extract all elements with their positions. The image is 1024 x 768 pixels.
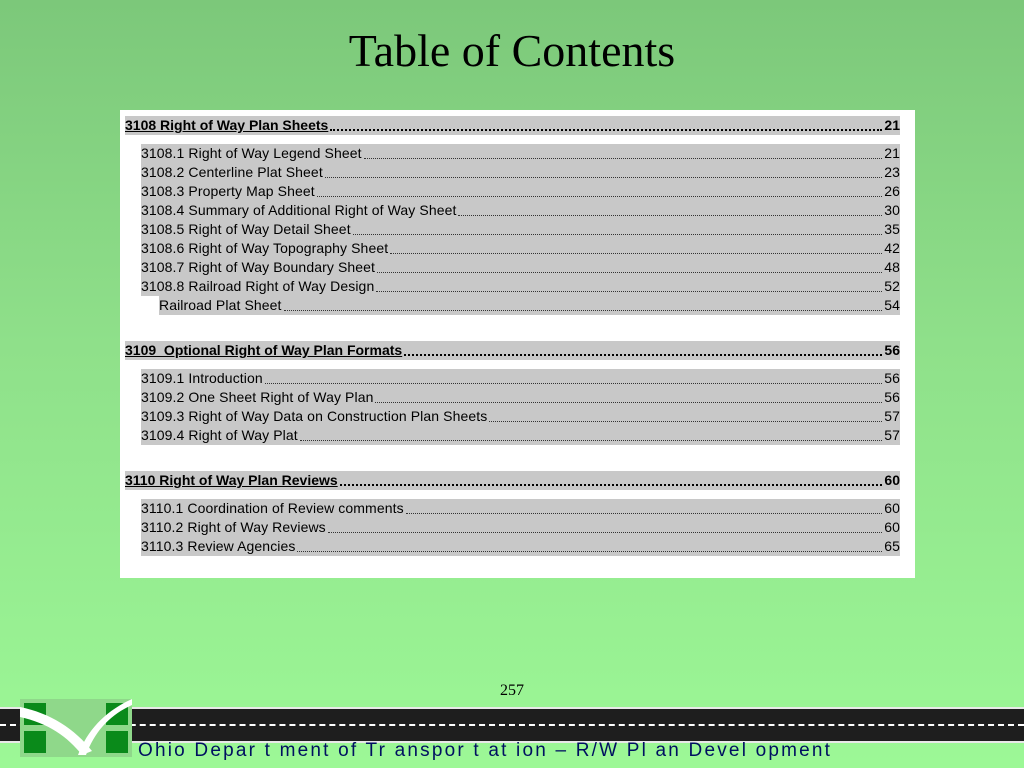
toc-item-title: 3109.3 Right of Way Data on Construction Plan Sheets xyxy=(141,408,488,424)
toc-section-3108 xyxy=(125,116,900,315)
toc-item[interactable] xyxy=(141,220,900,239)
toc-item-page: 56 xyxy=(884,389,900,405)
toc-item[interactable] xyxy=(141,369,900,388)
dot-leader xyxy=(340,479,883,486)
dot-leader xyxy=(353,229,883,235)
toc-heading[interactable] xyxy=(125,341,900,360)
toc-item-title: 3108.8 Railroad Right of Way Design xyxy=(141,278,375,294)
toc-item-title: 3109.4 Right of Way Plat xyxy=(141,427,298,443)
toc-item-page: 35 xyxy=(884,221,900,237)
toc-item-title: 3108.6 Right of Way Topography Sheet xyxy=(141,240,389,256)
toc-item-page: 56 xyxy=(884,370,900,386)
toc-item-page: 60 xyxy=(884,500,900,516)
toc-item[interactable] xyxy=(141,201,900,220)
footer-text: Ohio Depar t ment of Tr anspor t at ion – R/W Pl an Devel opment xyxy=(138,740,833,761)
toc-heading-title: 3110 Right of Way Plan Reviews xyxy=(125,472,338,488)
dot-leader xyxy=(489,416,882,422)
toc-item[interactable] xyxy=(141,239,900,258)
toc-heading-page: 21 xyxy=(884,117,900,133)
dot-leader xyxy=(376,286,882,292)
table-of-contents xyxy=(120,110,915,578)
toc-item-title: 3110.1 Coordination of Review comments xyxy=(141,500,404,516)
toc-heading[interactable] xyxy=(125,116,900,135)
toc-item-page: 52 xyxy=(884,278,900,294)
toc-heading-title: 3108 Right of Way Plan Sheets xyxy=(125,117,329,133)
toc-item[interactable] xyxy=(141,144,900,163)
toc-item[interactable] xyxy=(141,426,900,445)
toc-item[interactable] xyxy=(141,407,900,426)
toc-item-title: 3110.2 Right of Way Reviews xyxy=(141,519,326,535)
toc-item-page: 57 xyxy=(884,427,900,443)
dot-leader xyxy=(317,191,882,197)
dot-leader xyxy=(375,397,882,403)
toc-item-title: 3108.5 Right of Way Detail Sheet xyxy=(141,221,351,237)
dot-leader xyxy=(364,153,883,159)
toc-item-page: 21 xyxy=(884,145,900,161)
toc-item[interactable] xyxy=(141,163,900,182)
dot-leader xyxy=(297,546,882,552)
slide-number: 257 xyxy=(500,682,524,699)
toc-item-page: 57 xyxy=(884,408,900,424)
toc-item-page: 26 xyxy=(884,183,900,199)
toc-item[interactable] xyxy=(141,277,900,296)
dot-leader xyxy=(284,305,883,311)
dot-leader xyxy=(325,172,882,178)
road-divider xyxy=(0,707,1024,743)
dot-leader xyxy=(458,210,882,216)
toc-item-title: 3108.7 Right of Way Boundary Sheet xyxy=(141,259,376,275)
toc-item-title: 3108.1 Right of Way Legend Sheet xyxy=(141,145,362,161)
dot-leader xyxy=(328,527,882,533)
toc-item-page: 48 xyxy=(884,259,900,275)
toc-item-title: 3109.2 One Sheet Right of Way Plan xyxy=(141,389,374,405)
toc-item-title: 3110.3 Review Agencies xyxy=(141,538,296,554)
toc-item[interactable] xyxy=(159,296,900,315)
toc-item-title: 3109.1 Introduction xyxy=(141,370,263,386)
toc-item-page: 30 xyxy=(884,202,900,218)
toc-item-page: 23 xyxy=(884,164,900,180)
toc-item-page: 60 xyxy=(884,519,900,535)
toc-item[interactable] xyxy=(141,537,900,556)
slide-title: Table of Contents xyxy=(348,25,676,76)
toc-item[interactable] xyxy=(141,499,900,518)
dot-leader xyxy=(404,349,882,356)
toc-item[interactable] xyxy=(141,182,900,201)
odot-logo-icon xyxy=(20,699,132,757)
dot-leader xyxy=(390,248,882,254)
toc-item[interactable] xyxy=(141,258,900,277)
toc-item-page: 42 xyxy=(884,240,900,256)
toc-item-title: 3108.4 Summary of Additional Right of Way Sheet xyxy=(141,202,457,218)
road-lane-marking xyxy=(0,724,1024,726)
toc-section-3110 xyxy=(125,471,900,556)
toc-item-title: 3108.3 Property Map Sheet xyxy=(141,183,315,199)
toc-heading-page: 60 xyxy=(884,472,900,488)
toc-item[interactable] xyxy=(141,388,900,407)
toc-heading-title: 3109 Optional Right of Way Plan Formats xyxy=(125,342,403,358)
toc-item-page: 65 xyxy=(884,538,900,554)
toc-item[interactable] xyxy=(141,518,900,537)
dot-leader xyxy=(330,124,882,131)
toc-item-title: Railroad Plat Sheet xyxy=(159,297,282,313)
dot-leader xyxy=(265,378,882,384)
toc-item-page: 54 xyxy=(884,297,900,313)
toc-item-title: 3108.2 Centerline Plat Sheet xyxy=(141,164,323,180)
dot-leader xyxy=(377,267,882,273)
dot-leader xyxy=(406,508,883,514)
toc-section-3109 xyxy=(125,341,900,445)
toc-heading-page: 56 xyxy=(884,342,900,358)
toc-heading[interactable] xyxy=(125,471,900,490)
dot-leader xyxy=(300,435,882,441)
